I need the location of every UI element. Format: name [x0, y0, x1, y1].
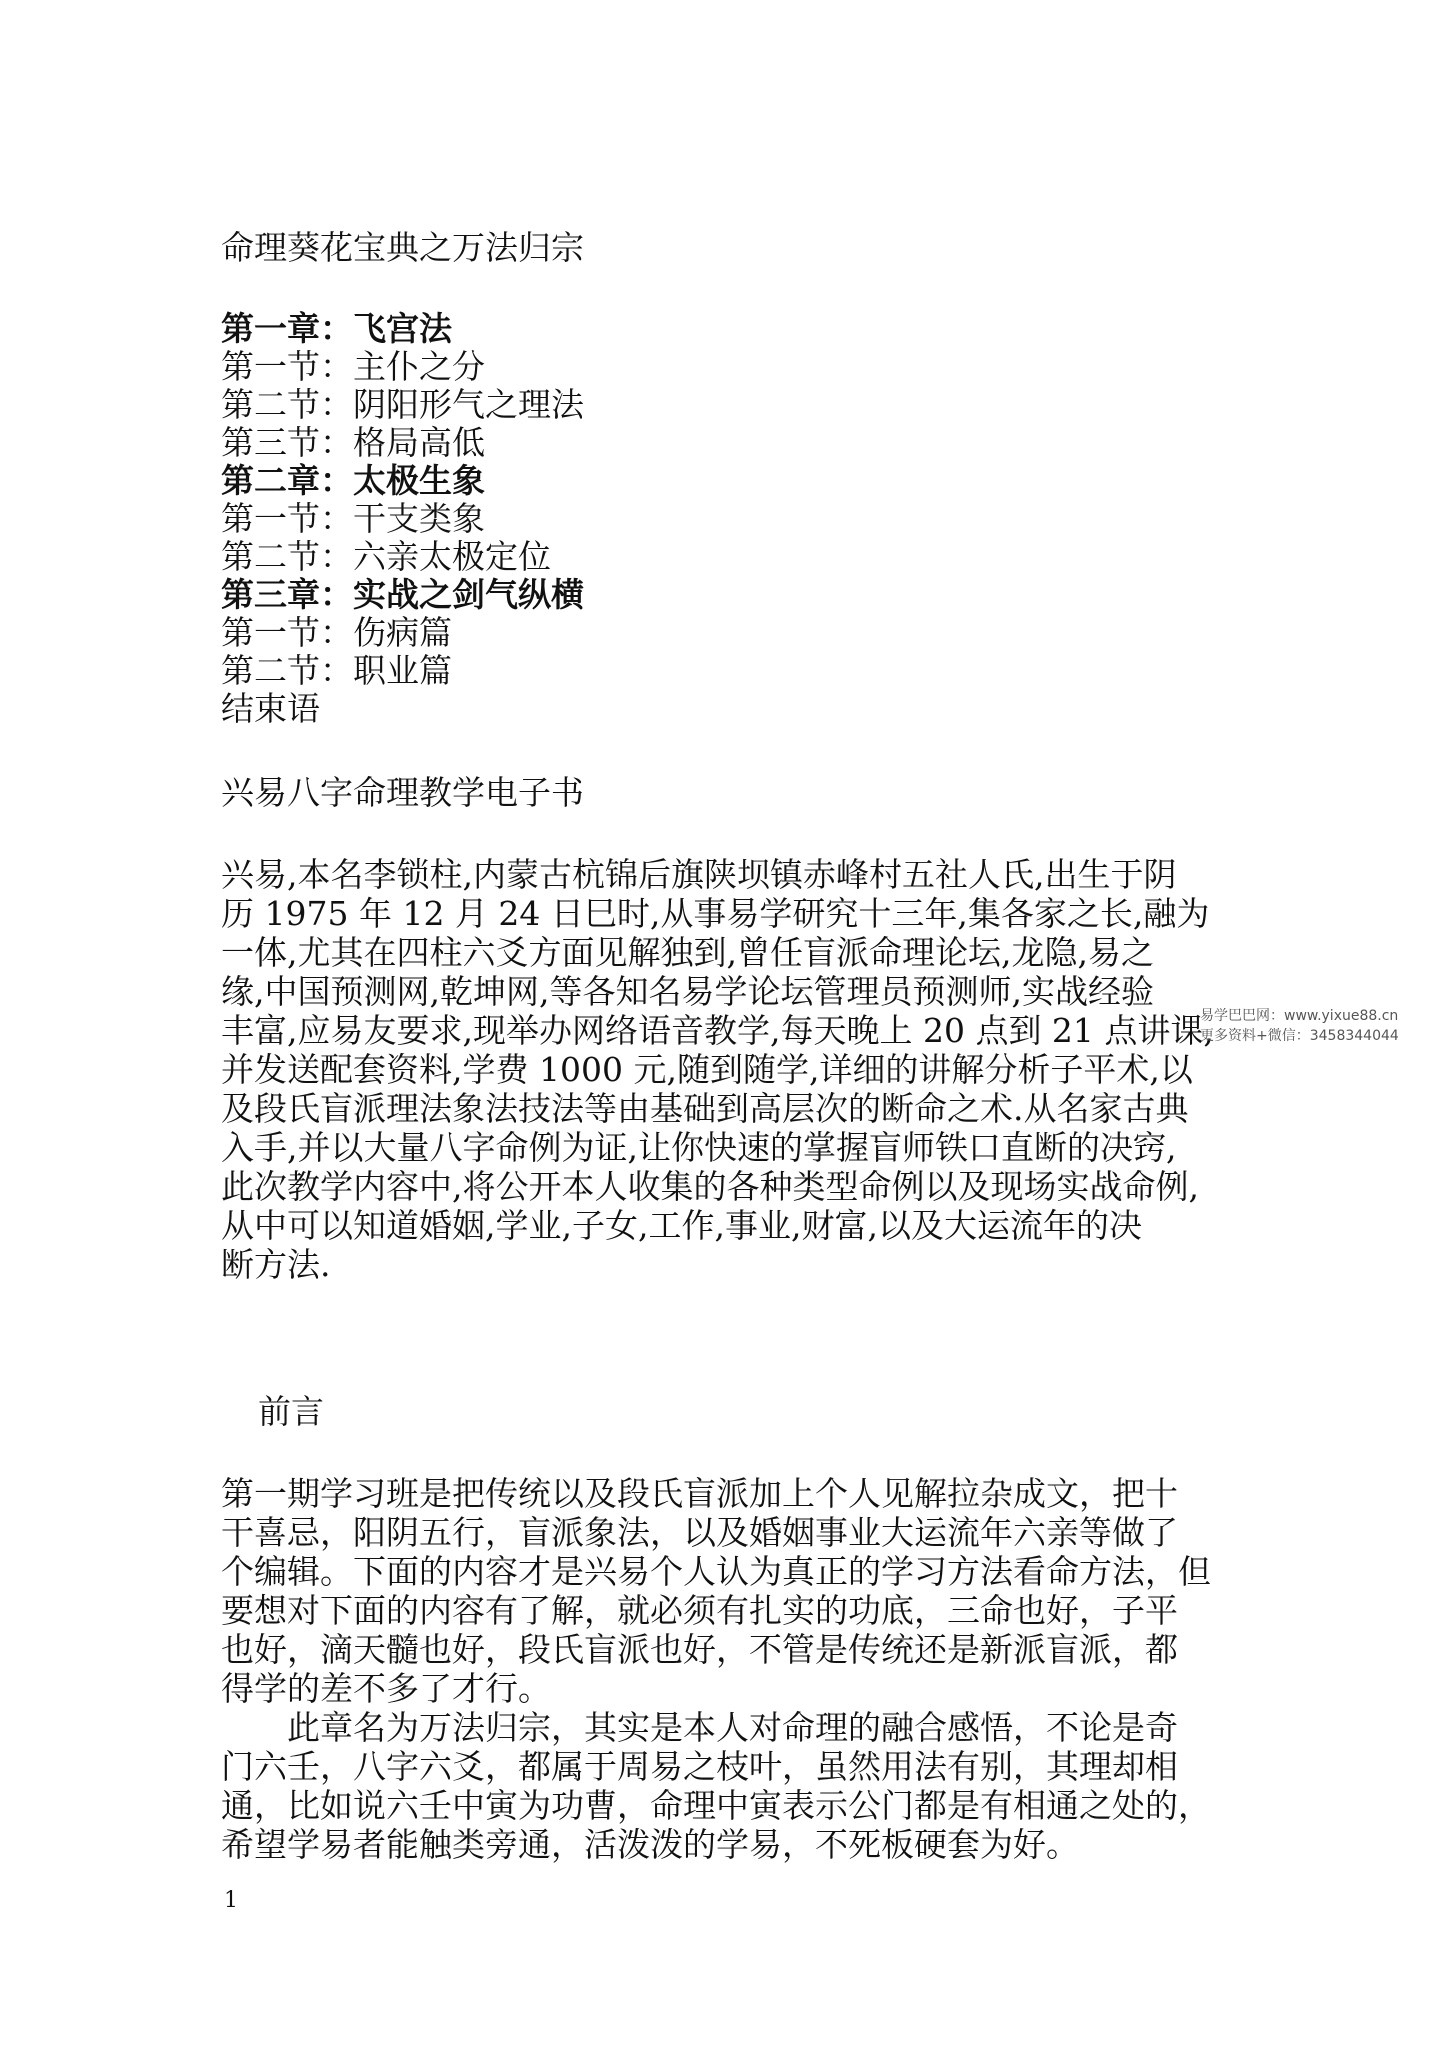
intro-line: 并发送配套资料,学费 1000 元,随到随学,详细的讲解分析子平术,以 [221, 1050, 1193, 1089]
intro-line: 丰富,应易友要求,现举办网络语音教学,每天晚上 20 点到 21 点讲课, [221, 1011, 1214, 1050]
toc-section-1-3: 第三节：格局高低 [221, 423, 485, 462]
page-number: 1 [224, 1888, 238, 1913]
toc-chapter-1: 第一章：飞宫法 [221, 309, 452, 348]
intro-line: 一体,尤其在四柱六爻方面见解独到,曾任盲派命理论坛,龙隐,易之 [221, 933, 1154, 972]
preface-line: 得学的差不多了才行。 [221, 1669, 551, 1708]
intro-line: 历 1975 年 12 月 24 日巳时,从事易学研究十三年,集各家之长,融为 [221, 894, 1210, 933]
preface-paragraph-2 [221, 1708, 1251, 1864]
preface-line: 此章名为万法归宗，其实是本人对命理的融合感悟，不论是奇 [221, 1708, 1178, 1747]
preface-line: 干喜忌，阳阴五行，盲派象法，以及婚姻事业大运流年六亲等做了 [221, 1513, 1178, 1552]
preface-line: 要想对下面的内容有了解，就必须有扎实的功底，三命也好，子平 [221, 1591, 1178, 1630]
toc-section-1-2: 第二节：阴阳形气之理法 [221, 385, 584, 424]
preface-line: 门六壬，八字六爻，都属于周易之枝叶，虽然用法有别，其理却相 [221, 1747, 1178, 1786]
toc-section-2-1: 第一节：干支类象 [221, 499, 485, 538]
watermark-site-line: 易学巴巴网：www.yixue88.cn [1200, 1008, 1399, 1024]
intro-line: 断方法. [221, 1245, 331, 1284]
site-watermark [1200, 1006, 1448, 1046]
intro-line: 入手,并以大量八字命例为证,让你快速的掌握盲师铁口直断的决窍, [221, 1128, 1177, 1167]
toc-chapter-2: 第二章：太极生象 [221, 461, 485, 500]
toc-section-1-1: 第一节：主仆之分 [221, 347, 485, 386]
toc-section-3-2: 第二节：职业篇 [221, 651, 452, 690]
toc-section-3-1: 第一节：伤病篇 [221, 613, 452, 652]
preface-paragraph-1 [221, 1474, 1251, 1708]
toc-chapter-3: 第三章：实战之剑气纵横 [221, 575, 584, 614]
document-title: 命理葵花宝典之万法归宗 [221, 228, 584, 267]
intro-line: 此次教学内容中,将公开本人收集的各种类型命例以及现场实战命例, [221, 1167, 1199, 1206]
preface-line: 也好，滴天髓也好，段氏盲派也好，不管是传统还是新派盲派，都 [221, 1630, 1178, 1669]
intro-line: 及段氏盲派理法象法技法等由基础到高层次的断命之术.从名家古典 [221, 1089, 1189, 1128]
preface-line: 第一期学习班是把传统以及段氏盲派加上个人见解拉杂成文，把十 [221, 1474, 1178, 1513]
preface-line: 希望学易者能触类旁通，活泼泼的学易，不死板硬套为好。 [221, 1825, 1079, 1864]
preface-heading: 前言 [258, 1392, 324, 1431]
toc-section-2-2: 第二节：六亲太极定位 [221, 537, 551, 576]
intro-line: 缘,中国预测网,乾坤网,等各知名易学论坛管理员预测师,实战经验 [221, 972, 1154, 1011]
intro-paragraph [221, 855, 1251, 1284]
intro-line: 兴易,本名李锁柱,内蒙古杭锦后旗陕坝镇赤峰村五社人氏,出生于阴 [221, 855, 1177, 894]
toc-epilogue: 结束语 [221, 689, 320, 728]
watermark-contact-line: 更多资料+微信：3458344044 [1200, 1028, 1399, 1044]
preface-line: 通，比如说六壬中寅为功曹，命理中寅表示公门都是有相通之处的， [221, 1786, 1211, 1825]
preface-line: 个编辑。下面的内容才是兴易个人认为真正的学习方法看命方法，但 [221, 1552, 1211, 1591]
table-of-contents [221, 310, 584, 728]
document-subtitle: 兴易八字命理教学电子书 [221, 773, 584, 812]
intro-line: 从中可以知道婚姻,学业,子女,工作,事业,财富,以及大运流年的决 [221, 1206, 1142, 1245]
